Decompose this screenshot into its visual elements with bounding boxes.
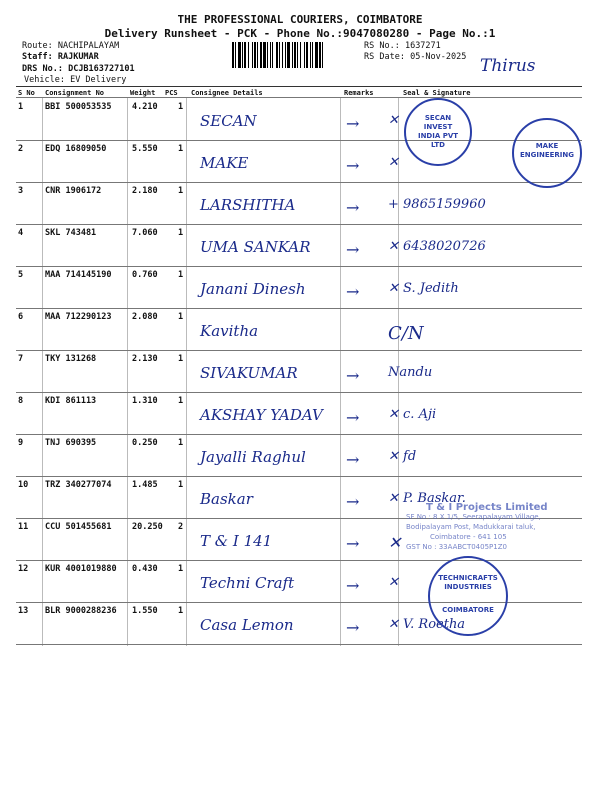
row-remarks-arrow: →	[346, 156, 360, 175]
col-seal: Seal & Signature	[403, 89, 471, 97]
row-consignment-no: TRZ 340277074	[45, 480, 112, 490]
row-sno: 8	[18, 396, 24, 406]
barcode-bar	[263, 42, 266, 68]
drs-value: DCJB163727101	[68, 64, 135, 74]
row-signature: ✕ V. Roetha	[388, 617, 466, 632]
row-divider	[16, 434, 582, 435]
row-remarks-arrow: →	[346, 450, 360, 469]
row-consignee-handwritten: Kavitha	[200, 322, 259, 340]
row-signature: ✕ P. Baskar.	[388, 491, 466, 506]
col-sno: S No	[18, 89, 35, 97]
col-pcs: PCS	[165, 89, 178, 97]
row-weight: 20.250	[132, 522, 163, 532]
col-consignment: Consignment No	[45, 89, 105, 97]
row-consignment-no: KDI 861113	[45, 396, 97, 406]
row-sno: 10	[18, 480, 29, 490]
row-signature: ✕	[388, 575, 399, 590]
row-remarks-arrow: →	[346, 240, 360, 259]
barcode-bar	[279, 42, 280, 68]
rs-no-value: 1637271	[404, 41, 441, 51]
barcode-bar	[276, 42, 278, 68]
barcode-bar	[322, 42, 323, 68]
row-signature: ✕	[388, 113, 399, 128]
row-consignment-no: BBI 500053535	[45, 102, 112, 112]
table-top-rule	[16, 86, 582, 87]
col-divider	[186, 98, 187, 646]
col-weight: Weight	[130, 89, 156, 97]
row-sno: 12	[18, 564, 29, 574]
row-divider	[16, 182, 582, 183]
row-pcs: 1	[178, 606, 184, 616]
route-value: NACHIPALAYAM	[57, 41, 120, 51]
row-pcs: 2	[178, 522, 184, 532]
technicraft-stamp: TECHNICRAFTS INDUSTRIES COIMBATORE	[428, 556, 508, 636]
row-sno: 3	[18, 186, 24, 196]
row-weight: 7.060	[132, 228, 158, 238]
row-weight: 5.550	[132, 144, 158, 154]
barcode-bar	[306, 42, 308, 68]
row-weight: 0.760	[132, 270, 158, 280]
col-divider	[127, 98, 128, 646]
barcode-bar	[315, 42, 318, 68]
row-pcs: 1	[178, 564, 184, 574]
row-pcs: 1	[178, 144, 184, 154]
row-consignment-no: MAA 712290123	[45, 312, 112, 322]
row-remarks-arrow: →	[346, 534, 360, 553]
row-divider	[16, 308, 582, 309]
make-stamp: MAKE ENGINEERING	[512, 118, 582, 188]
row-consignee-handwritten: UMA SANKAR	[200, 238, 311, 256]
row-sno: 7	[18, 354, 24, 364]
row-signature: ✕ S. Jedith	[388, 281, 459, 296]
barcode	[232, 42, 360, 68]
row-sno: 11	[18, 522, 29, 532]
row-sno: 4	[18, 228, 24, 238]
barcode-bar	[267, 42, 268, 68]
barcode-bar	[282, 42, 283, 68]
row-signature: ✕ 6438020726	[388, 239, 486, 254]
barcode-bar	[242, 42, 243, 68]
row-divider	[16, 140, 582, 141]
row-divider	[16, 476, 582, 477]
barcode-bar	[257, 42, 258, 68]
row-consignment-no: SKL 743481	[45, 228, 97, 238]
row-divider	[16, 350, 582, 351]
row-consignment-no: CNR 1906172	[45, 186, 102, 196]
row-pcs: 1	[178, 270, 184, 280]
row-remarks-arrow: →	[346, 492, 360, 511]
barcode-bar	[252, 42, 253, 68]
drs-line: DRS No.: DCJB163727101	[22, 64, 135, 74]
row-consignee-handwritten: LARSHITHA	[200, 196, 296, 214]
col-divider	[42, 98, 43, 646]
row-pcs: 1	[178, 228, 184, 238]
row-consignee-handwritten: Janani Dinesh	[200, 280, 306, 298]
row-sno: 6	[18, 312, 24, 322]
row-divider	[16, 266, 582, 267]
ti-projects-stamp: T & I Projects Limited SF No : 8 X 1/5, Seerapalayam Village, Bodipalayam Post, Madukkarai taluk, Coimbatore - 641 105 GST No : 33AABCT0405P1Z0	[406, 502, 548, 551]
company-title: THE PROFESSIONAL COURIERS, COIMBATORE	[177, 13, 423, 26]
row-consignment-no: BLR 9000288236	[45, 606, 117, 616]
barcode-bar	[270, 42, 271, 68]
row-sno: 2	[18, 144, 24, 154]
row-signature: + 9865159960	[388, 197, 486, 212]
barcode-bar	[248, 42, 249, 68]
row-remarks-arrow: →	[346, 576, 360, 595]
barcode-bar	[238, 42, 241, 68]
row-weight: 2.080	[132, 312, 158, 322]
row-weight: 0.250	[132, 438, 158, 448]
vehicle-value: EV Delivery	[70, 75, 127, 85]
barcode-bar	[319, 42, 321, 68]
rs-date-line: RS Date: 05-Nov-2025	[364, 52, 467, 62]
row-consignment-no: TKY 131268	[45, 354, 97, 364]
col-divider	[340, 98, 341, 646]
row-consignment-no: MAA 714145190	[45, 270, 112, 280]
barcode-bar	[260, 42, 262, 68]
row-remarks-arrow: →	[346, 198, 360, 217]
barcode-bar	[300, 42, 301, 68]
row-weight: 1.485	[132, 480, 158, 490]
col-remarks: Remarks	[344, 89, 374, 97]
row-consignment-no: TNJ 690395	[45, 438, 97, 448]
barcode-bar	[232, 42, 234, 68]
row-consignee-handwritten: Jayalli Raghul	[200, 448, 306, 466]
row-remarks-arrow: →	[346, 408, 360, 427]
barcode-bar	[244, 42, 246, 68]
row-consignee-handwritten: Baskar	[200, 490, 253, 508]
barcode-bar	[292, 42, 293, 68]
row-signature: ✕ fd	[388, 449, 417, 464]
staff-value: RAJKUMAR	[57, 52, 99, 62]
row-consignment-no: CCU 501455681	[45, 522, 112, 532]
barcode-bar	[312, 42, 313, 68]
row-divider	[16, 224, 582, 225]
row-pcs: 1	[178, 186, 184, 196]
row-weight: 1.310	[132, 396, 158, 406]
row-consignee-handwritten: Casa Lemon	[200, 616, 294, 634]
row-signature: C/N	[388, 323, 424, 344]
row-pcs: 1	[178, 396, 184, 406]
barcode-bar	[287, 42, 290, 68]
row-pcs: 1	[178, 480, 184, 490]
barcode-bar	[254, 42, 256, 68]
row-consignment-no: EDQ 16809050	[45, 144, 107, 154]
barcode-bar	[310, 42, 311, 68]
row-sno: 5	[18, 270, 24, 280]
row-remarks-arrow: →	[346, 366, 360, 385]
row-pcs: 1	[178, 438, 184, 448]
row-signature: Nandu	[388, 365, 433, 380]
runsheet-subtitle: Delivery Runsheet - PCK - Phone No.:9047080280 - Page No.:1	[104, 27, 496, 40]
vehicle-line: Vehicle: EV Delivery	[24, 75, 127, 85]
row-remarks-arrow: →	[346, 114, 360, 133]
barcode-bar	[294, 42, 296, 68]
row-signature: ✕	[388, 533, 402, 552]
barcode-bar	[272, 42, 273, 68]
row-consignee-handwritten: SECAN	[200, 112, 257, 130]
row-remarks-arrow: →	[346, 282, 360, 301]
col-consignee: Consignee Details	[191, 89, 263, 97]
row-consignee-handwritten: T & I 141	[200, 532, 273, 550]
row-divider	[16, 560, 582, 561]
row-weight: 4.210	[132, 102, 158, 112]
row-consignee-handwritten: MAKE	[200, 154, 249, 172]
row-pcs: 1	[178, 312, 184, 322]
row-pcs: 1	[178, 102, 184, 112]
secan-stamp: SECAN INVEST INDIA PVT LTD	[404, 98, 472, 166]
staff-line: Staff: RAJKUMAR	[22, 52, 99, 62]
top-signature: Thirus	[480, 56, 536, 76]
header-rule	[16, 97, 582, 98]
row-weight: 2.180	[132, 186, 158, 196]
row-signature: ✕	[388, 155, 399, 170]
barcode-bar	[304, 42, 305, 68]
row-signature: ✕ c. Aji	[388, 407, 437, 422]
row-sno: 9	[18, 438, 24, 448]
row-consignee-handwritten: AKSHAY YADAV	[200, 406, 323, 424]
barcode-bar	[297, 42, 298, 68]
row-consignee-handwritten: Techni Craft	[200, 574, 295, 592]
row-consignment-no: KUR 4001019880	[45, 564, 117, 574]
row-sno: 1	[18, 102, 24, 112]
rs-no-line: RS No.: 1637271	[364, 41, 441, 51]
barcode-bar	[235, 42, 236, 68]
row-weight: 0.430	[132, 564, 158, 574]
route-line: Route: NACHIPALAYAM	[22, 41, 120, 51]
row-consignee-handwritten: SIVAKUMAR	[200, 364, 298, 382]
row-sno: 13	[18, 606, 29, 616]
row-weight: 1.550	[132, 606, 158, 616]
row-divider	[16, 392, 582, 393]
row-divider	[16, 644, 582, 645]
barcode-bar	[285, 42, 286, 68]
rs-date-value: 05-Nov-2025	[410, 52, 467, 62]
row-remarks-arrow: →	[346, 618, 360, 637]
row-pcs: 1	[178, 354, 184, 364]
row-weight: 2.130	[132, 354, 158, 364]
